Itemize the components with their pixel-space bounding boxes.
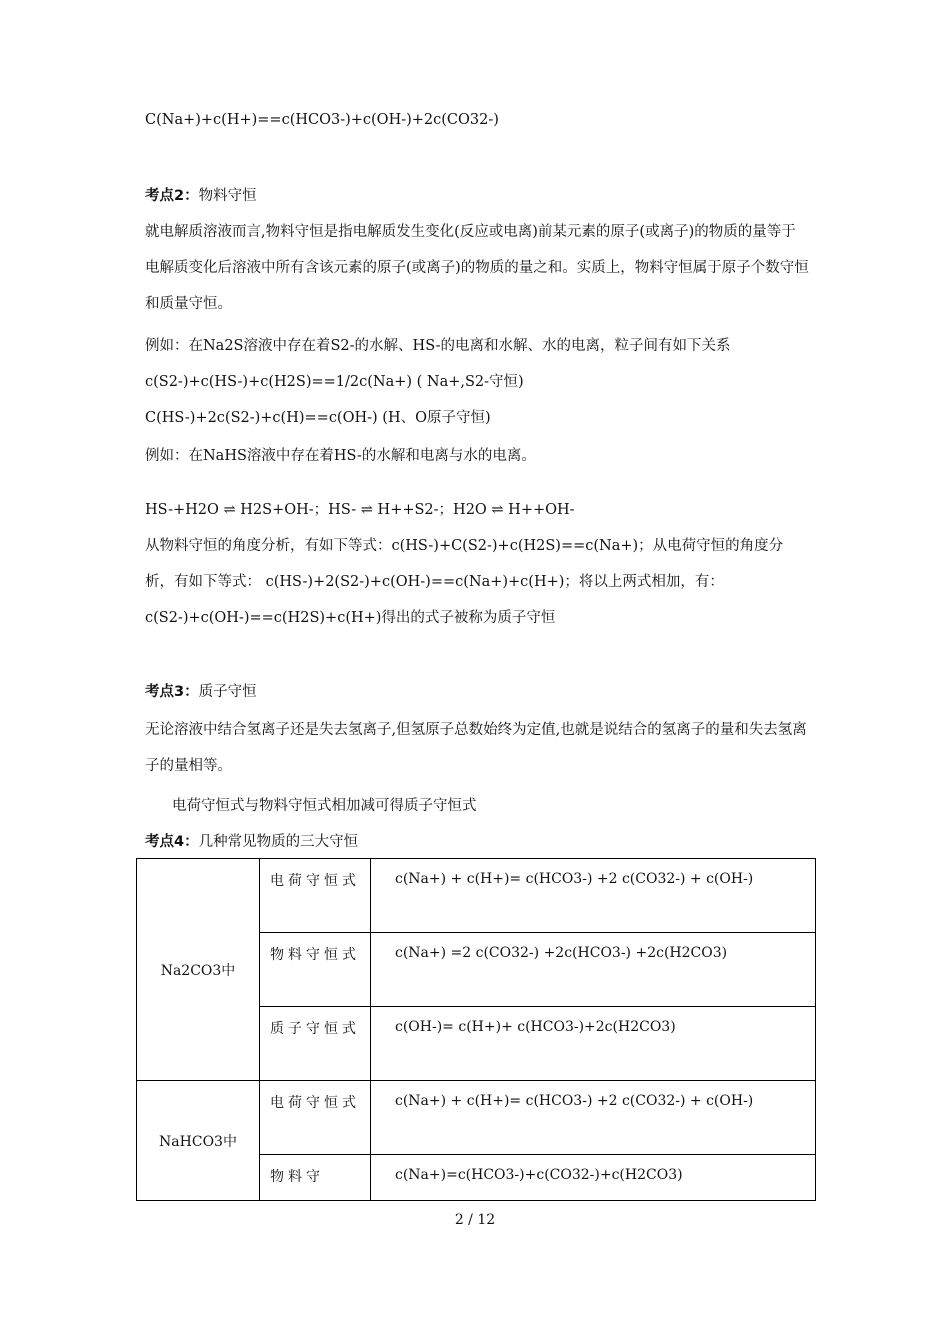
- table-row: [137, 1081, 816, 1155]
- row-label: 物料守恒式: [260, 933, 371, 1007]
- kp2-heading: [145, 186, 257, 206]
- kp2-title: 物料守恒: [198, 188, 257, 204]
- kp2-equation-2: C(HS-)+2c(S2-)+c(H)==c(OH-) (H、O原子守恒): [145, 410, 491, 426]
- kp2-label: 考点2：: [145, 188, 199, 204]
- kp3-label: 考点3：: [145, 684, 199, 700]
- kp3-title: 质子守恒: [198, 684, 257, 700]
- substance-na2co3: Na2CO3中: [137, 859, 260, 1081]
- row-label: 质子守恒式: [260, 1007, 371, 1081]
- row-formula: c(Na+)=c(HCO3-)+c(CO32-)+c(H2CO3): [371, 1155, 816, 1201]
- kp2-result: c(S2-)+c(OH-)==c(H2S)+c(H+)得出的式子被称为质子守恒: [145, 610, 556, 626]
- kp2-example-1: 例如：在Na2S溶液中存在着S2-的水解、HS-的电离和水解、水的电离，粒子间有如下关系: [145, 338, 731, 354]
- charge-balance-equation: C(Na+)+c(H+)==c(HCO3-)+c(OH-)+2c(CO32-): [145, 112, 499, 128]
- kp2-example-2: 例如：在NaHS溶液中存在着HS-的水解和电离与水的电离。: [145, 448, 536, 464]
- row-label: 电荷守恒式: [260, 859, 371, 933]
- kp2-equation-1: c(S2-)+c(HS-)+c(H2S)==1/2c(Na+) ( Na+,S2-守恒): [145, 374, 524, 390]
- reaction-equations: HS-+H2O ⇌ H2S+OH-；HS- ⇌ H++S2-；H2O ⇌ H++OH-: [145, 502, 575, 518]
- kp2-paragraph: 就电解质溶液而言,物料守恒是指电解质发生变化(反应或电离)前某元素的原子(或离子)的物质的量等于电解质变化后溶液中所有含该元素的原子(或离子)的物质的量之和。实质上，物料守恒属于原子个数守恒和质量守恒。: [145, 224, 809, 312]
- conservation-table: [136, 858, 816, 1201]
- kp4-title: 几种常见物质的三大守恒: [198, 834, 359, 850]
- row-formula: c(Na+) + c(H+)= c(HCO3-) +2 c(CO32-) + c(OH-): [371, 1081, 816, 1155]
- kp3-note: 电荷守恒式与物料守恒式相加减可得质子守恒式: [172, 798, 477, 814]
- kp3-paragraph: 无论溶液中结合氢离子还是失去氢离子,但氢原子总数始终为定值,也就是说结合的氢离子的量和失去氢离子的量相等。: [145, 722, 807, 774]
- row-formula: c(Na+) =2 c(CO32-) +2c(HCO3-) +2c(H2CO3): [371, 933, 816, 1007]
- kp4-label: 考点4：: [145, 834, 199, 850]
- row-label: 电荷守恒式: [260, 1081, 371, 1155]
- row-formula: c(Na+) + c(H+)= c(HCO3-) +2 c(CO32-) + c(OH-): [371, 859, 816, 933]
- row-label: 物料守: [260, 1155, 371, 1201]
- table-row: [137, 859, 816, 933]
- kp4-heading: [145, 832, 358, 852]
- row-formula: c(OH-)= c(H+)+ c(HCO3-)+2c(H2CO3): [371, 1007, 816, 1081]
- kp3-heading: [145, 682, 257, 702]
- substance-nahco3: NaHCO3中: [137, 1081, 260, 1201]
- page-number: 2 / 12: [454, 1212, 496, 1228]
- kp2-analysis: 从物料守恒的角度分析，有如下等式：c(HS-)+C(S2-)+c(H2S)==c(Na+)；从电荷守恒的角度分析，有如下等式： c(HS-)+2(S2-)+c(OH-)==c(Na+)+c(H+)；将以上两式相加，有：: [145, 538, 784, 590]
